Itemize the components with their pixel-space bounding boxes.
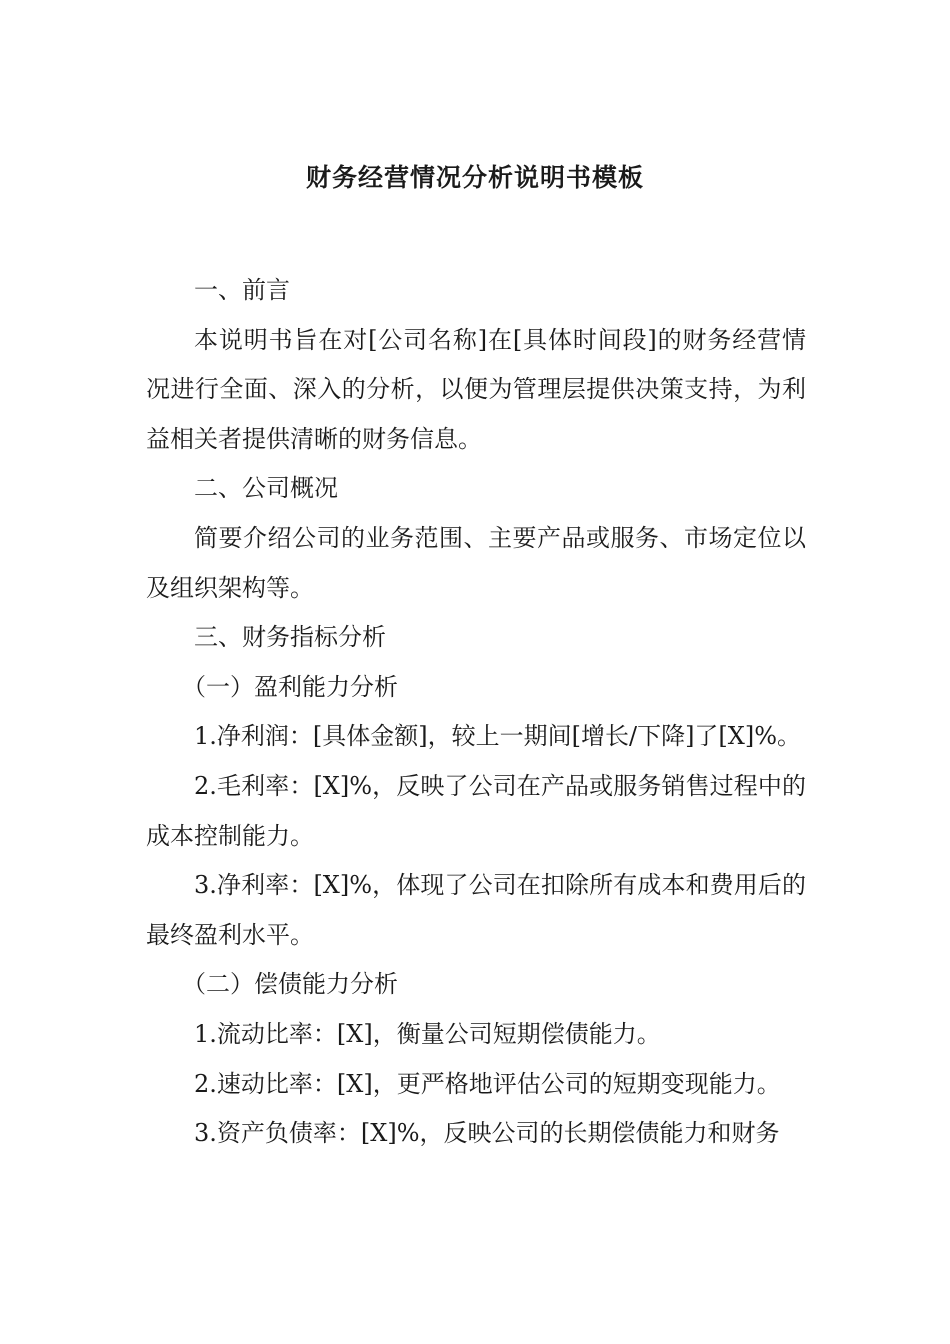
list-item-gross-margin: 2.毛利率：[X]%，反映了公司在产品或服务销售过程中的成本控制能力。 [146,771,806,850]
document-title: 财务经营情况分析说明书模板 [305,163,644,192]
list-item-quick-ratio: 2.速动比率：[X]，更严格地评估公司的短期变现能力。 [194,1069,781,1098]
paragraph-preface-body: 本说明书旨在对[公司名称]在[具体时间段]的财务经营情况进行全面、深入的分析，以便为管理层提供决策支持，为利益相关者提供清晰的财务信息。 [146,325,806,453]
section-heading-company-overview: 二、公司概况 [194,474,338,503]
list-item-net-margin: 3.净利率：[X]%，体现了公司在扣除所有成本和费用后的最终盈利水平。 [146,871,806,949]
list-item-net-profit: 1.净利润：[具体金额]，较上一期间[增长/下降]了[X]%。 [194,722,802,751]
section-heading-financial-indicators: 三、财务指标分析 [194,623,386,652]
subsection-heading-solvency: （二）偿债能力分析 [182,970,398,999]
section-heading-preface: 一、前言 [194,276,290,304]
subsection-heading-profitability: （一）盈利能力分析 [182,672,398,701]
list-item-debt-ratio: 3.资产负债率：[X]%，反映公司的长期偿债能力和财务 [194,1119,780,1148]
document-body [146,266,806,1159]
paragraph-company-overview-body: 简要介绍公司的业务范围、主要产品或服务、市场定位以及组织架构等。 [146,523,806,602]
list-item-current-ratio: 1.流动比率：[X]，衡量公司短期偿债能力。 [194,1019,661,1048]
